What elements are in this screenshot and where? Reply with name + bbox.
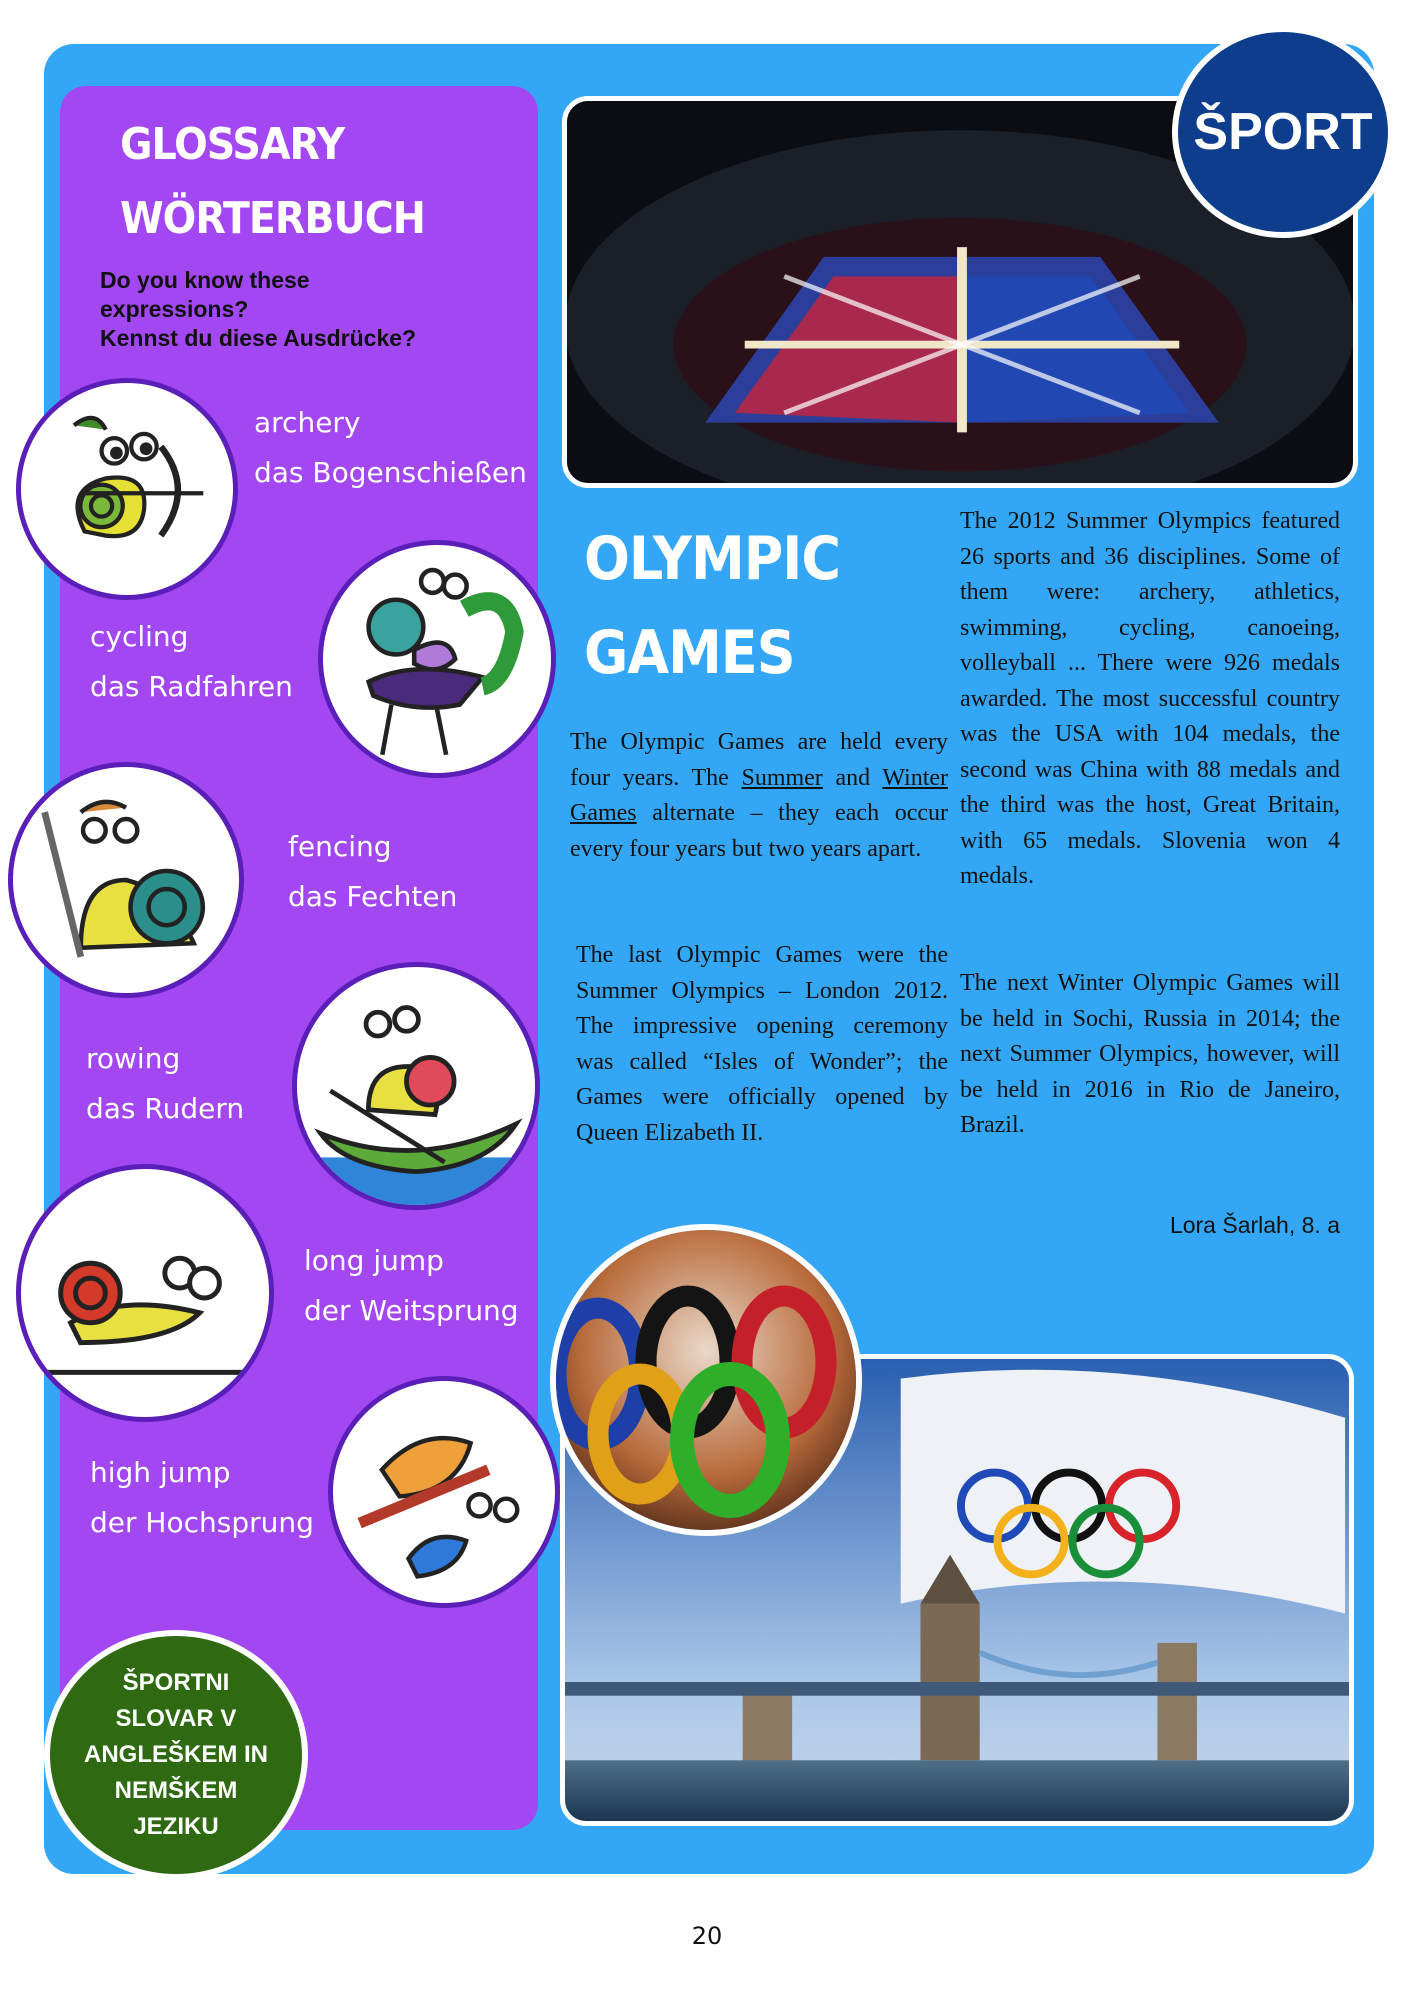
term-high-jump-de: der Hochsprung bbox=[90, 1506, 314, 1539]
glossary-title-de: WÖRTERBUCH bbox=[120, 193, 425, 244]
sports-dictionary-badge bbox=[44, 1630, 308, 1880]
term-high-jump bbox=[90, 1448, 314, 1548]
question-line-1: Do you know these bbox=[100, 267, 310, 293]
badge-line-3: ANGLEŠKEM IN bbox=[83, 1741, 268, 1768]
term-fencing-de: das Fechten bbox=[288, 880, 458, 913]
section-badge: ŠPORT bbox=[1172, 26, 1394, 238]
term-archery-de: das Bogenschießen bbox=[254, 456, 527, 489]
badge-line-2: SLOVAR V bbox=[115, 1705, 237, 1732]
sports-dictionary-badge-text bbox=[84, 1665, 268, 1845]
p1-summer-link: Summer bbox=[741, 764, 823, 791]
term-high-jump-en: high jump bbox=[90, 1456, 231, 1489]
p1-text-c: alternate – they each occur every four years but two years apart. bbox=[570, 800, 948, 862]
question-line-2: expressions? bbox=[100, 296, 249, 322]
snail-cycling-icon bbox=[318, 540, 556, 778]
p1-winter-link: Winter Games bbox=[570, 764, 948, 826]
term-long-jump-de: der Weitsprung bbox=[304, 1294, 519, 1327]
article-title-line-1: OLYMPIC bbox=[584, 524, 840, 594]
term-archery bbox=[254, 398, 527, 498]
article-title-line-2: GAMES bbox=[584, 618, 795, 688]
glossary-title bbox=[120, 108, 520, 256]
term-long-jump bbox=[304, 1236, 519, 1336]
term-cycling bbox=[90, 612, 293, 712]
badge-line-1: ŠPORTNI bbox=[122, 1669, 230, 1696]
snail-long-jump-icon bbox=[16, 1164, 274, 1422]
article-title bbox=[584, 512, 944, 700]
paragraph-olympics-frequency bbox=[570, 725, 948, 867]
snail-rowing-icon bbox=[292, 962, 540, 1210]
olympic-rings-photo bbox=[550, 1224, 862, 1536]
term-cycling-en: cycling bbox=[90, 620, 189, 653]
term-fencing-en: fencing bbox=[288, 830, 392, 863]
page-number: 20 bbox=[691, 1922, 723, 1950]
p1-text-b: and bbox=[822, 764, 883, 791]
term-rowing bbox=[86, 1034, 244, 1134]
badge-line-4: NEMŠKEM bbox=[114, 1777, 238, 1804]
p1-text-a: The Olympic Games are held every four years. The bbox=[570, 729, 948, 791]
badge-line-5: JEZIKU bbox=[133, 1813, 219, 1840]
glossary-question bbox=[100, 266, 520, 353]
term-rowing-de: das Rudern bbox=[86, 1092, 245, 1125]
term-fencing bbox=[288, 822, 457, 922]
snail-fencing-icon bbox=[8, 762, 244, 998]
paragraph-2012-results: The 2012 Summer Olympics featured 26 sports and 36 disciplines. Some of them were: archery, athletics, swimming, cycling, canoeing, volleyball ... There were 926 medals awarded. The most successful country was the USA with 104 medals, the second was China with 88 medals and the third was the host, Great Britain, with 65 medals. Slovenia won 4 medals. bbox=[960, 508, 1340, 889]
article-author: Lora Šarlah, 8. a bbox=[1169, 1212, 1340, 1238]
glossary-title-en: GLOSSARY bbox=[120, 119, 345, 170]
term-long-jump-en: long jump bbox=[304, 1244, 444, 1277]
term-cycling-de: das Radfahren bbox=[90, 670, 293, 703]
term-archery-en: archery bbox=[254, 406, 361, 439]
snail-archery-icon bbox=[16, 378, 238, 600]
paragraph-london-2012: The last Olympic Games were the Summer Olympics – London 2012. The impressive opening ceremony was called “Isles of Wonder”; the Games were officially opened by Queen Elizabeth II. bbox=[576, 942, 948, 1146]
paragraph-next-games: The next Winter Olympic Games will be held in Sochi, Russia in 2014; the next Summer Olympics, however, will be held in 2016 in Rio de Janeiro, Brazil. bbox=[960, 970, 1340, 1138]
snail-high-jump-icon bbox=[328, 1376, 560, 1608]
term-rowing-en: rowing bbox=[86, 1042, 181, 1075]
question-line-3: Kennst du diese Ausdrücke? bbox=[100, 325, 417, 351]
